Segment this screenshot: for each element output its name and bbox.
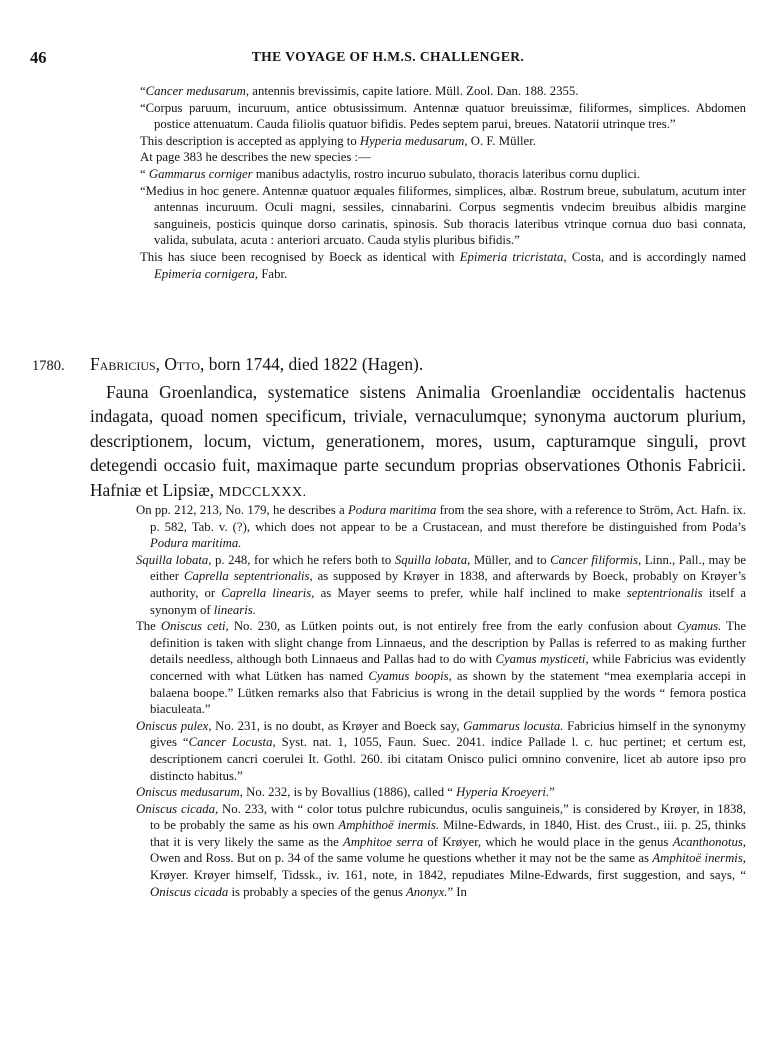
page-383-line: At page 383 he describes the new species :— <box>140 150 371 165</box>
medius-quote: “Medius in hoc genere. Antennæ quatuor æquales filiformes, simplices, albæ. Rostrum breue, subulatum, acutum inter antennas incuruum. Oculi magni, sessiles, cinnabarini. Corpus segmentis vndecim breuibus albidis margine sanguineis, posticis quinque dorso carinatis, spinosis. Sub thoracis lateribus vtrinque cornua duo basi connata, valida, subulata, acuta : anteriori arcuato. Cauda stylis pluribus bifidis.” <box>140 183 746 248</box>
oniscus-cicada-paragraph: Oniscus cicada, No. 233, with “ color totus pulchre rubicundus, oculis sanguineis,” is considered by Krøyer, in 1838, to be probably the same as his own Amphithoë inermis. Milne-Edwards, in 1840, Hist. des Crust., iii. p. 25, thinks that it is very likely the same as the Amphitoe serra of Krøyer, which he would place in the genus Acanthonotus, Owen and Ross. But on p. 34 of the same volume he questions whether it may not be the same as Amphitoë inermis, Krøyer. Krøyer himself, Tidssk., iv. 161, note, in 1842, repudiates Milne-Edwards, first suggestion, and says, “ Oniscus cicada is probably a species of the genus Anonyx.” In <box>136 801 746 899</box>
oniscus-ceti-paragraph: The Oniscus ceti, No. 230, as Lütken points out, is not entirely free from the early confusion about Cyamus. The definition is taken with slight change from Linnaeus, and the description by Pallas is referred to as making further details needless, although both Linnaeus and Pallas had to do with Cyamus mysticeti, while Fabricius was evidently concerned with what Lütken has named Cyamus boopis, as shown by the statement “mea exemplaria accepi in balaena boope.” Lütken remarks also that Fabricius is wrong in the detail supplied by the words “ femora postica biaculeata.” <box>136 619 746 717</box>
species-name: Cancer medusarum, <box>145 84 250 98</box>
cancer-medusarum-line: “Cancer medusarum, antennis brevissimis, capite latiore. Müll. Zool. Dan. 188. 2355. <box>140 84 579 98</box>
entry-year: 1780. <box>32 358 65 374</box>
bibliography-entry-heading <box>32 353 746 377</box>
podura-paragraph: On pp. 212, 213, No. 179, he describes a Podura maritima from the sea shore, with a reference to Ström, Act. Hafn. ix. p. 582, Tab. v. (?), which does not appear to be a Crustacean, and must therefore be distinguished from Poda’s Podura maritima. <box>136 503 746 551</box>
quoted-descriptions-block <box>140 83 746 282</box>
entry-author: Fabricius, Otto, <box>90 354 205 374</box>
work-title: Fauna Groenlandica, systematice sistens Animalia Groenlandiæ occidentalis hactenus indagata, quoad nomen specificum, triviale, vernaculumque; synonyma auctorum plurium, descriptionem, locum, victum, generationem, mores, usum, capturamque singuli, provt detegendi occasio fuit, maximaque parte secundum proprias observationes Othonis Fabricii. Hafniæ et Lipsiæ, MDCCLXXX. <box>90 382 746 500</box>
recognised-line: This has siuce been recognised by Boeck as identical with Epimeria tricristata, Costa, and is accordingly named Epimeria cornigera, Fabr. <box>140 249 746 281</box>
running-title: THE VOYAGE OF H.M.S. CHALLENGER. <box>251 49 525 64</box>
entry-dates: born 1744, died 1822 (Hagen). <box>204 354 424 374</box>
oniscus-medusarum-paragraph: Oniscus medusarum, No. 232, is by Bovallius (1886), called “ Hyperia Kroeyeri.” <box>136 785 555 800</box>
commentary-block <box>136 502 746 900</box>
description-accepted-line: This description is accepted as applying to Hyperia medusarum, O. F. Müller. <box>140 133 536 148</box>
page-number: 46 <box>30 48 47 67</box>
running-head <box>30 48 746 68</box>
corpus-quote: “Corpus paruum, incuruum, antice obtusissimum. Antennæ quatuor breuissimæ, filiformes, simplices. Abdomen postice attenuatum. Cauda filiolis quatuor bifidis. Pedes septem parui, breues. Natatorii utrinque tres.” <box>140 100 746 132</box>
gammarus-corniger-line: “ Gammarus corniger manibus adactylis, rostro incuruo subulato, thoracis lateribus cornu duplici. <box>140 166 641 181</box>
publication-year-roman: MDCCLXXX. <box>218 484 307 500</box>
oniscus-pulex-paragraph: Oniscus pulex, No. 231, is no doubt, as Krøyer and Boeck say, Gammarus locusta. Fabricius himself in the synonymy gives “Cancer Locusta, Syst. nat. 1, 1055, Faun. Suec. 2041. indice Pallade l. c. huc pertinet; et certum est, descriptionem cancri coerulei It. Gothl. 260. ibi citatam Onisco pulici omnino convenire, licet ab autore ipso pro distincto habitus.” <box>136 718 746 783</box>
squilla-paragraph: Squilla lobata, p. 248, for which he refers both to Squilla lobata, Müller, and to Cancer filiformis, Linn., Pall., may be either Caprella septentrionalis, as supposed by Krøyer in 1838, and afterwards by Boeck, probably on Krøyer’s authority, or Caprella linearis, as Mayer seems to prefer, while half inclined to make septentrionalis itself a synonym of linearis. <box>136 552 747 617</box>
work-title-block <box>90 380 746 505</box>
